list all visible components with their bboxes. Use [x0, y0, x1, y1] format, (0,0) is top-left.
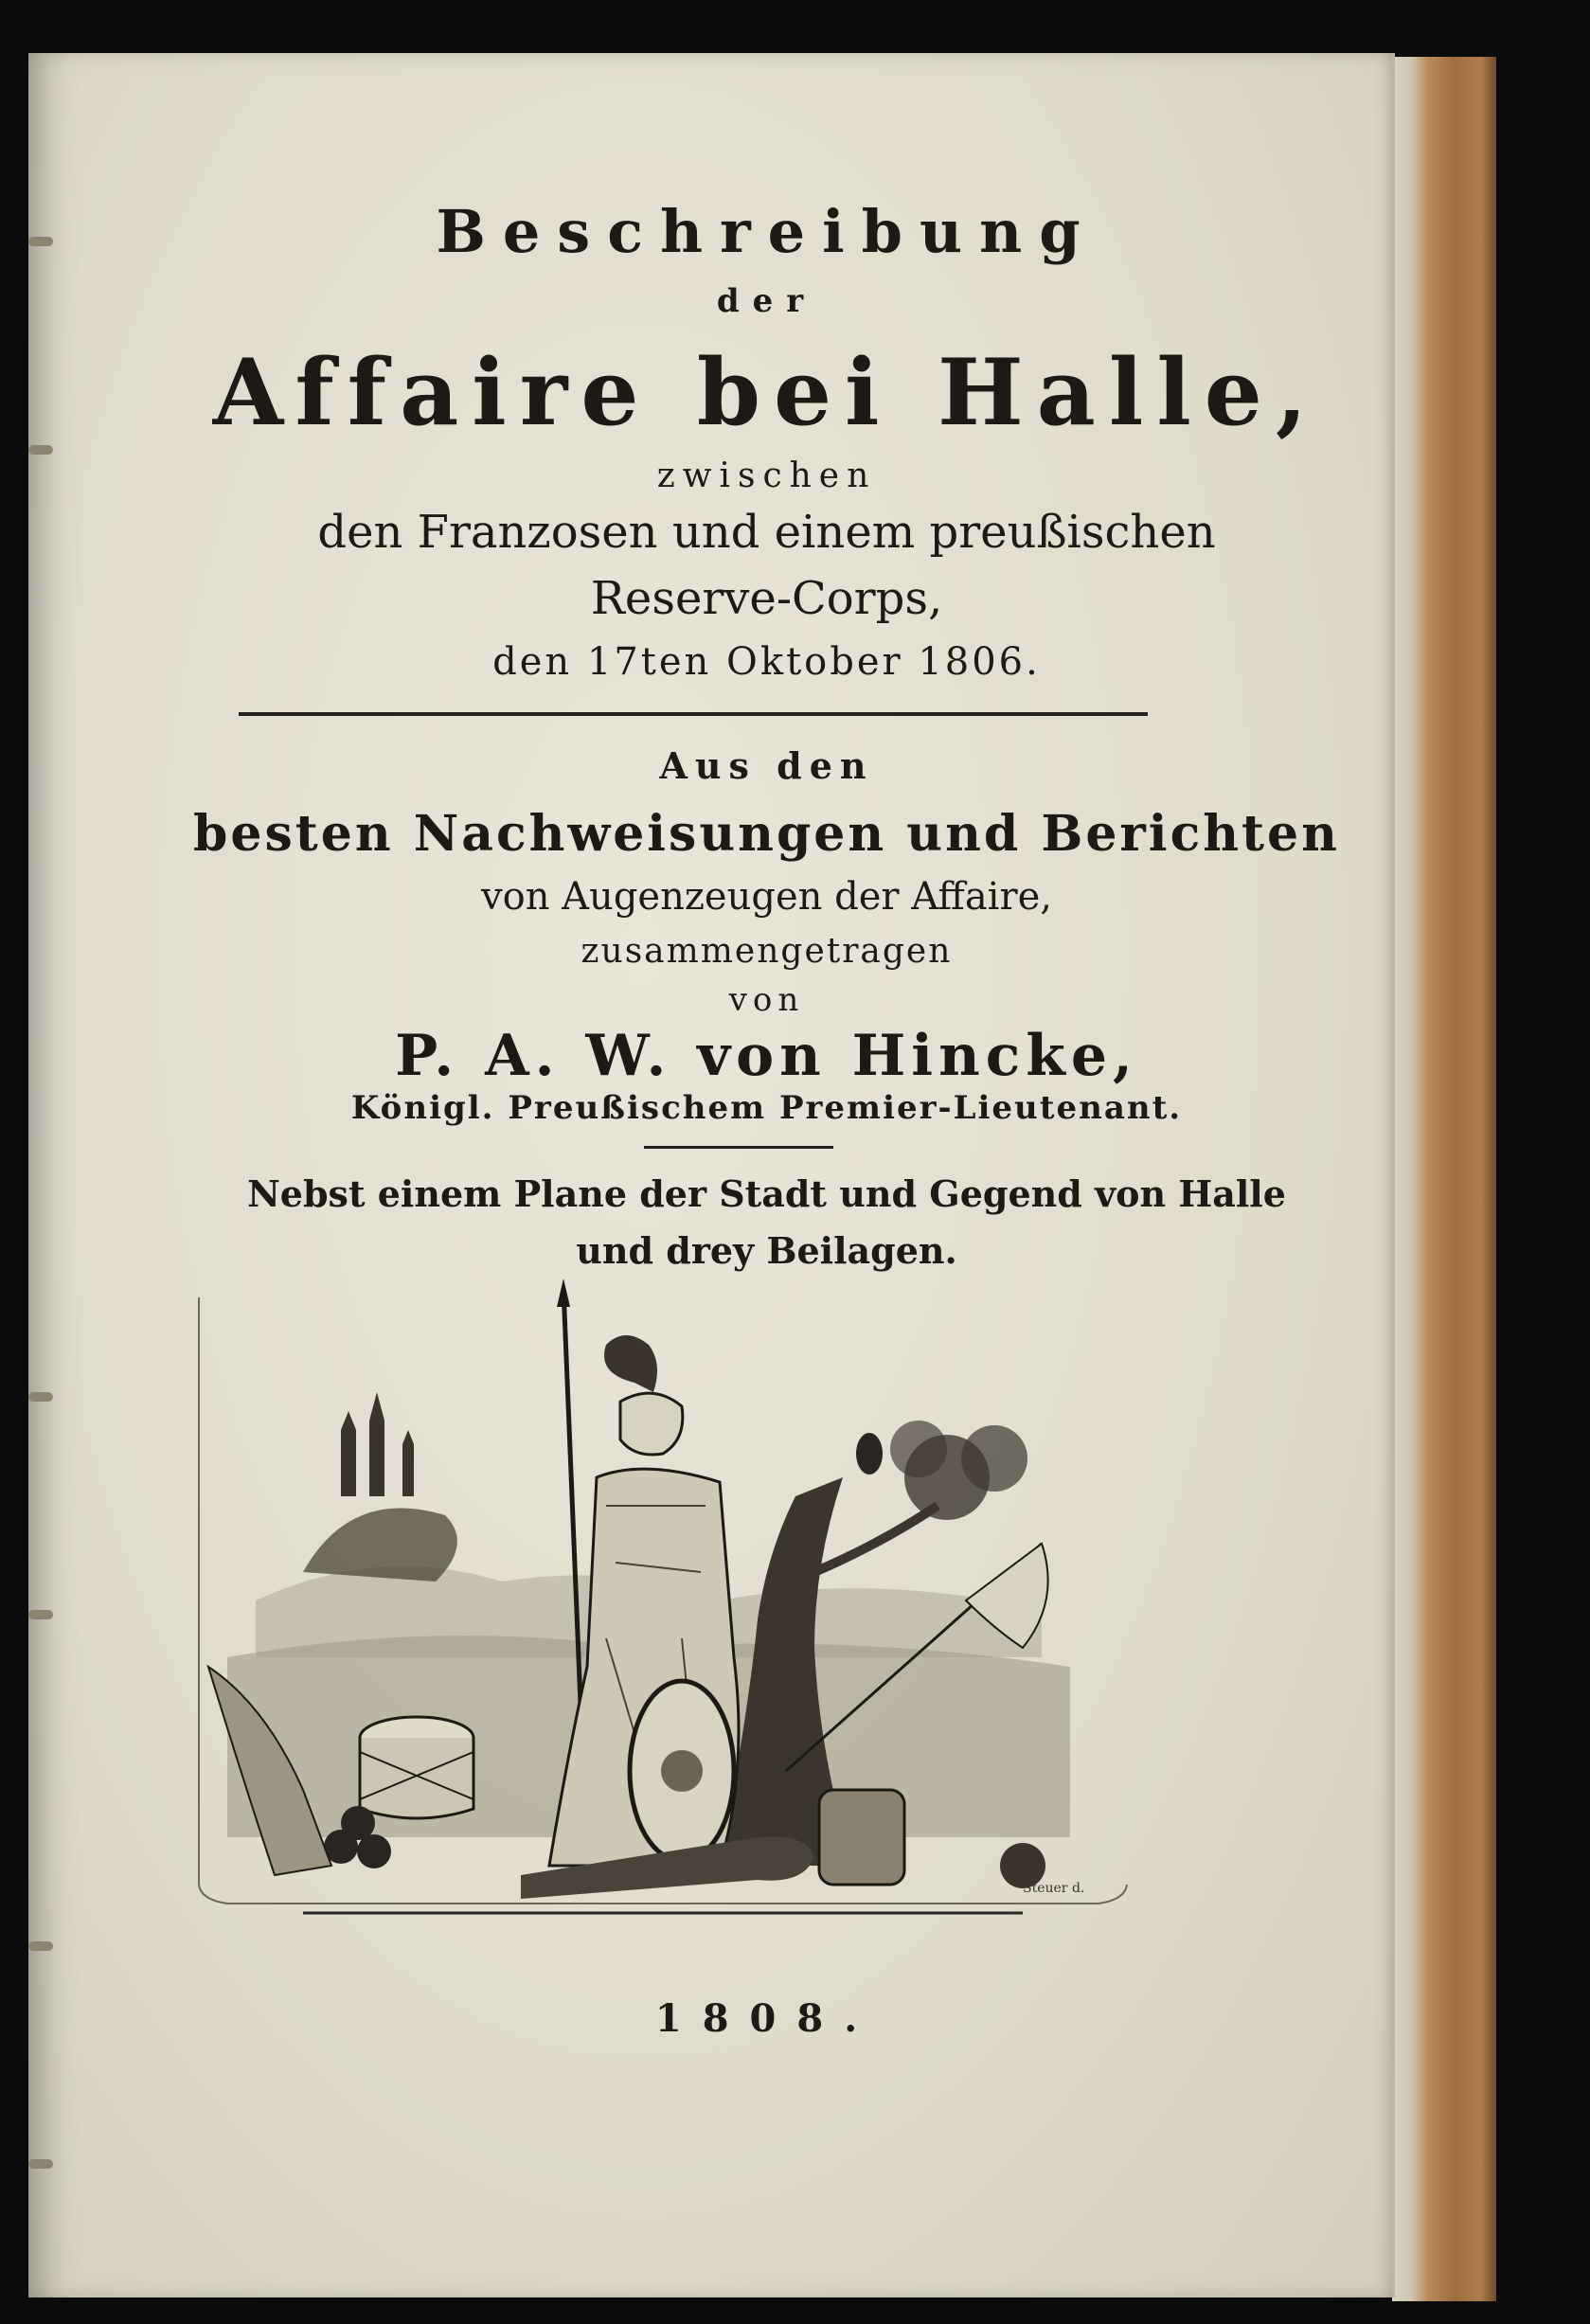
- title-line-zwischen: zwischen: [656, 456, 877, 495]
- binding-stitch: [28, 2159, 53, 2169]
- binding-stitch: [28, 445, 53, 455]
- title-line-augenzeugen: von Augenzeugen der Affaire,: [481, 875, 1052, 919]
- title-line-aus-den: Aus den: [659, 744, 874, 787]
- title-line-corps: Reserve-Corps,: [590, 572, 943, 625]
- title-line-von: von: [728, 981, 805, 1019]
- battle-date: den 17ten Oktober 1806.: [492, 640, 1041, 684]
- binding-stitch: [28, 1941, 53, 1951]
- title-line-parties: den Franzosen und einem preußischen: [317, 506, 1216, 559]
- minerva-engraving: [189, 1260, 1136, 1932]
- binding-stitch: [28, 1610, 53, 1619]
- title-line-beschreibung: Beschreibung: [436, 197, 1098, 266]
- main-title: Affaire bei Halle,: [212, 339, 1321, 446]
- short-divider: [644, 1146, 833, 1149]
- divider-rule: [239, 712, 1148, 716]
- engraver-signature: Steuer d.: [1023, 1881, 1085, 1896]
- binding-stitch: [28, 1392, 53, 1402]
- supplement-line-2: und drey Beilagen.: [576, 1229, 957, 1272]
- title-line-nachweisungen: besten Nachweisungen und Berichten: [193, 805, 1340, 863]
- supplement-line-1: Nebst einem Plane der Stadt und Gegend von Halle: [247, 1172, 1286, 1215]
- author-name: P. A. W. von Hincke,: [395, 1023, 1138, 1089]
- author-rank: Königl. Preußischem Premier-Lieutenant.: [350, 1089, 1183, 1127]
- publication-year: 1808.: [654, 1996, 879, 2041]
- title-line-der: der: [716, 282, 817, 320]
- title-line-zusammengetragen: zusammengetragen: [581, 932, 953, 971]
